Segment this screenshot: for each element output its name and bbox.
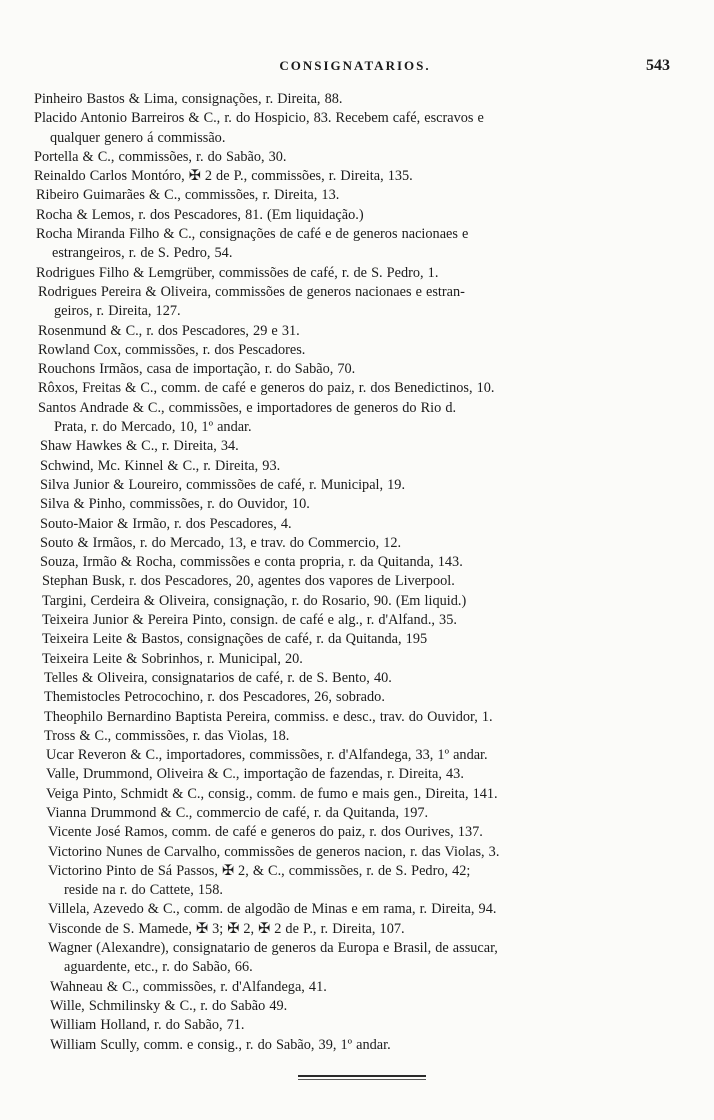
entry-continuation-line: reside na r. do Cattete, 158.	[64, 882, 223, 899]
directory-entry	[0, 534, 714, 553]
entry-line: Stephan Busk, r. dos Pescadores, 20, agentes dos vapores de Liverpool.	[42, 573, 455, 590]
entry-line: Teixeira Junior & Pereira Pinto, consign. de café e alg., r. d'Alfand., 35.	[42, 612, 457, 629]
entry-line: Villela, Azevedo & C., comm. de algodão de Minas e em rama, r. Direita, 94.	[48, 901, 497, 918]
entry-line: Schwind, Mc. Kinnel & C., r. Direita, 93.	[40, 457, 281, 474]
directory-entry	[0, 708, 714, 727]
directory-entry	[0, 630, 714, 649]
directory-entry	[0, 823, 714, 842]
entry-line: Ucar Reveron & C., importadores, commissões, r. d'Alfandega, 33, 1º andar.	[46, 747, 488, 764]
directory-entry	[0, 862, 714, 901]
directory-entry	[0, 437, 714, 456]
closing-rule-thin	[298, 1079, 426, 1080]
closing-rule	[298, 1075, 426, 1077]
entry-line: Souto-Maior & Irmão, r. dos Pescadores, 4.	[40, 515, 292, 532]
directory-entry	[0, 746, 714, 765]
entry-line: Rowland Cox, commissões, r. dos Pescadores.	[38, 341, 306, 358]
directory-entry	[0, 1016, 714, 1035]
directory-entry	[0, 283, 714, 322]
entry-line: Rodrigues Filho & Lemgrüber, commissões de café, r. de S. Pedro, 1.	[36, 264, 439, 281]
directory-entry	[0, 457, 714, 476]
directory-entry	[0, 515, 714, 534]
directory-entry	[0, 90, 714, 109]
directory-entry	[0, 611, 714, 630]
directory-entry	[0, 939, 714, 978]
directory-entry	[0, 206, 714, 225]
directory-entry	[0, 785, 714, 804]
directory-entry	[0, 1036, 714, 1055]
directory-entry	[0, 264, 714, 283]
directory-entry	[0, 225, 714, 264]
directory-entry	[0, 900, 714, 919]
entry-line: Victorino Pinto de Sá Passos, ✠ 2, & C., commissões, r. de S. Pedro, 42;	[48, 862, 471, 879]
entry-line: Tross & C., commissões, r. das Violas, 18.	[44, 727, 290, 744]
entry-line: Vianna Drummond & C., commercio de café, r. da Quitanda, 197.	[46, 804, 429, 821]
directory-entry	[0, 553, 714, 572]
directory-entry	[0, 592, 714, 611]
entry-line: Silva & Pinho, commissões, r. do Ouvidor, 10.	[40, 496, 310, 513]
directory-entry	[0, 650, 714, 669]
entry-line: Rôxos, Freitas & C., comm. de café e generos do paiz, r. dos Benedictinos, 10.	[38, 380, 495, 397]
entry-line: Rocha & Lemos, r. dos Pescadores, 81. (Em liquidação.)	[36, 206, 364, 223]
entry-line: Rosenmund & C., r. dos Pescadores, 29 e 31.	[38, 322, 300, 339]
entry-line: Theophilo Bernardino Baptista Pereira, commiss. e desc., trav. do Ouvidor, 1.	[44, 708, 493, 725]
directory-entry	[0, 997, 714, 1016]
entry-line: Visconde de S. Mamede, ✠ 3; ✠ 2, ✠ 2 de P., r. Direita, 107.	[48, 920, 405, 937]
entry-continuation-line: Prata, r. do Mercado, 10, 1º andar.	[54, 419, 252, 436]
directory-entry	[0, 804, 714, 823]
directory-listing	[0, 90, 714, 1055]
directory-entry	[0, 843, 714, 862]
directory-entry	[0, 669, 714, 688]
entry-line: Placido Antonio Barreiros & C., r. do Hospicio, 83. Recebem café, escravos e	[34, 110, 484, 127]
entry-line: Valle, Drummond, Oliveira & C., importação de fazendas, r. Direita, 43.	[46, 766, 464, 783]
entry-line: William Holland, r. do Sabão, 71.	[50, 1017, 245, 1034]
entry-line: Teixeira Leite & Sobrinhos, r. Municipal, 20.	[42, 650, 303, 667]
entry-line: Vicente José Ramos, comm. de café e generos do paiz, r. dos Ourives, 137.	[48, 824, 483, 841]
entry-continuation-line: estrangeiros, r. de S. Pedro, 54.	[52, 245, 233, 262]
directory-entry	[0, 399, 714, 438]
entry-line: Reinaldo Carlos Montóro, ✠ 2 de P., commissões, r. Direita, 135.	[34, 168, 413, 185]
directory-entry	[0, 765, 714, 784]
entry-line: Veiga Pinto, Schmidt & C., consig., comm. de fumo e mais gen., Direita, 141.	[46, 785, 498, 802]
entry-line: Targini, Cerdeira & Oliveira, consignação, r. do Rosario, 90. (Em liquid.)	[42, 592, 467, 609]
page-header	[40, 58, 670, 80]
directory-entry	[0, 379, 714, 398]
entry-line: Souto & Irmãos, r. do Mercado, 13, e trav. do Commercio, 12.	[40, 534, 402, 551]
entry-line: Wagner (Alexandre), consignatario de generos da Europa e Brasil, de assucar,	[48, 940, 498, 957]
entry-line: Souza, Irmão & Rocha, commissões e conta propria, r. da Quitanda, 143.	[40, 554, 463, 571]
entry-line: Pinheiro Bastos & Lima, consignações, r. Direita, 88.	[34, 91, 343, 107]
directory-entry	[0, 476, 714, 495]
page-number: 543	[646, 57, 670, 74]
directory-entry	[0, 148, 714, 167]
entry-line: William Scully, comm. e consig., r. do Sabão, 39, 1º andar.	[50, 1036, 391, 1053]
directory-entry	[0, 495, 714, 514]
entry-line: Rodrigues Pereira & Oliveira, commissões de generos nacionaes e estran-	[38, 283, 465, 300]
directory-entry	[0, 360, 714, 379]
entry-continuation-line: qualquer genero á commissão.	[50, 129, 226, 146]
directory-entry	[0, 688, 714, 707]
directory-entry	[0, 341, 714, 360]
entry-line: Wahneau & C., commissões, r. d'Alfandega, 41.	[50, 978, 327, 995]
entry-line: Silva Junior & Loureiro, commissões de café, r. Municipal, 19.	[40, 476, 406, 493]
entry-line: Ribeiro Guimarães & C., commissões, r. Direita, 13.	[36, 187, 340, 204]
directory-entry	[0, 167, 714, 186]
entry-line: Wille, Schmilinsky & C., r. do Sabão 49.	[50, 997, 288, 1014]
entry-line: Portella & C., commissões, r. do Sabão, 30.	[34, 148, 287, 165]
entry-line: Telles & Oliveira, consignatarios de café, r. de S. Bento, 40.	[44, 669, 392, 686]
entry-line: Rocha Miranda Filho & C., consignações de café e de generos nacionaes e	[36, 226, 469, 243]
entry-line: Themistocles Petrocochino, r. dos Pescadores, 26, sobrado.	[44, 689, 385, 706]
directory-entry	[0, 109, 714, 148]
directory-entry	[0, 978, 714, 997]
entry-continuation-line: geiros, r. Direita, 127.	[54, 303, 181, 320]
directory-entry	[0, 920, 714, 939]
entry-line: Santos Andrade & C., commissões, e importadores de generos do Rio d.	[38, 399, 457, 416]
entry-line: Rouchons Irmãos, casa de importação, r. do Sabão, 70.	[38, 361, 356, 378]
entry-line: Shaw Hawkes & C., r. Direita, 34.	[40, 438, 239, 455]
entry-line: Teixeira Leite & Bastos, consignações de café, r. da Quitanda, 195	[42, 631, 428, 648]
entry-continuation-line: aguardente, etc., r. do Sabão, 66.	[64, 959, 253, 976]
directory-entry	[0, 727, 714, 746]
directory-entry	[0, 572, 714, 591]
directory-entry	[0, 186, 714, 205]
running-title: CONSIGNATARIOS.	[279, 58, 431, 73]
entry-line: Victorino Nunes de Carvalho, commissões de generos nacion, r. das Violas, 3.	[48, 843, 500, 860]
directory-entry	[0, 322, 714, 341]
